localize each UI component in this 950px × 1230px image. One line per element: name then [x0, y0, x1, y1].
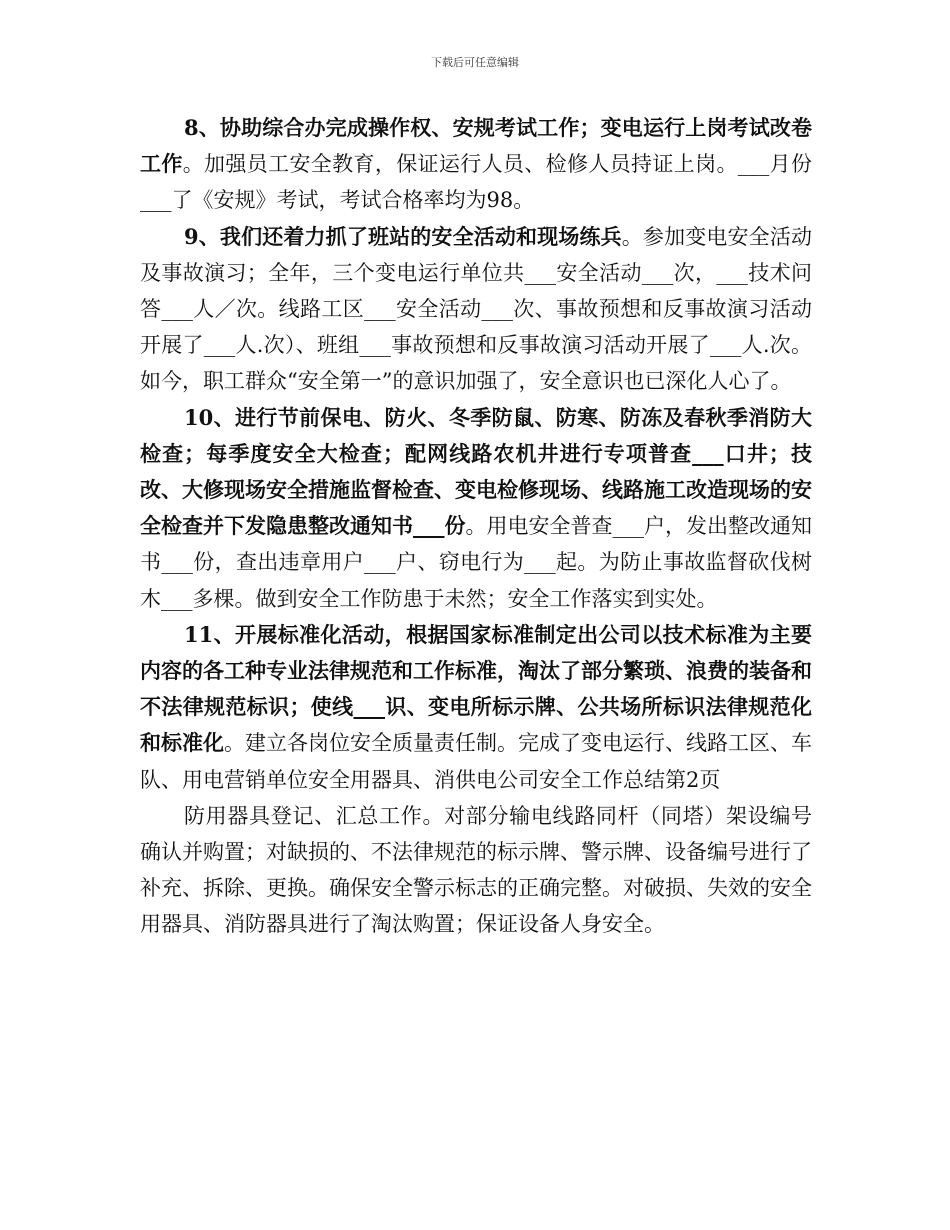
paragraph-item-10 — [140, 400, 812, 617]
paragraph-continuation — [140, 798, 812, 943]
paragraph-text: 。参加变电安全活动及事故演习；全年，三个变电运行单位共___安全活动___次，___技术问答___人／次。线路工区___安全活动___次、事故预想和反事故演习活动开展了___人.次）、班组___事故预想和反事故演习活动开展了___人.次。如今，职工群众“安全第一”的意识加强了，安全意识也已深化人心了。 — [140, 224, 812, 394]
paragraph-heading: 10、进行节前保电、防火、冬季防鼠、防寒、防冻及春秋季消防大检查；每季度安全大检查；配网线路农机井进行专项普查___口井；技改、大修现场安全措施监督检查、变电检修现场、线路施工改造现场的安全检查并下发隐患整改通知书___份 — [140, 404, 812, 539]
paragraph-heading: 8、协助综合办完成操作权、安规考试工作；变电运行上岗考试改卷工作 — [140, 115, 812, 177]
paragraph-heading: 9、我们还着力抓了班站的安全活动和现场练兵 — [184, 223, 622, 249]
paragraph-text: 。用电安全普查___户，发出整改通知书___份，查出违章用户___户、窃电行为___起。为防止事故监督砍伐树木___多棵。做到安全工作防患于未然；安全工作落实到实处。 — [140, 514, 812, 611]
paragraph-text: 防用器具登记、汇总工作。对部分输电线路同杆（同塔）架设编号确认并购置；对缺损的、不法律规范的标示牌、警示牌、设备编号进行了补充、拆除、更换。确保安全警示标志的正确完整。对破损、失效的安全用器具、消防器具进行了淘汰购置；保证设备人身安全。 — [140, 803, 812, 937]
paragraph-text: 。建立各岗位安全质量责任制。完成了变电运行、线路工区、车队、用电营销单位安全用器具、消供电公司安全工作总结第2页 — [140, 731, 812, 792]
paragraph-item-8 — [140, 110, 812, 219]
paragraph-item-9 — [140, 219, 812, 400]
page-header: 下载后可任意编辑 — [431, 56, 519, 69]
document-body — [140, 110, 812, 943]
paragraph-heading: 11、开展标准化活动，根据国家标准制定出公司以技术标准为主要内容的各工种专业法律规范和工作标准，淘汰了部分繁琐、浪费的装备和不法律规范标识；使线___识、变电所标示牌、公共场所标识法律规范化和标准化 — [140, 621, 812, 756]
paragraph-item-11 — [140, 617, 812, 798]
paragraph-text: 。加强员工安全教育，保证运行人员、检修人员持证上岗。___月份___了《安规》考试，考试合格率均为98。 — [140, 152, 813, 213]
